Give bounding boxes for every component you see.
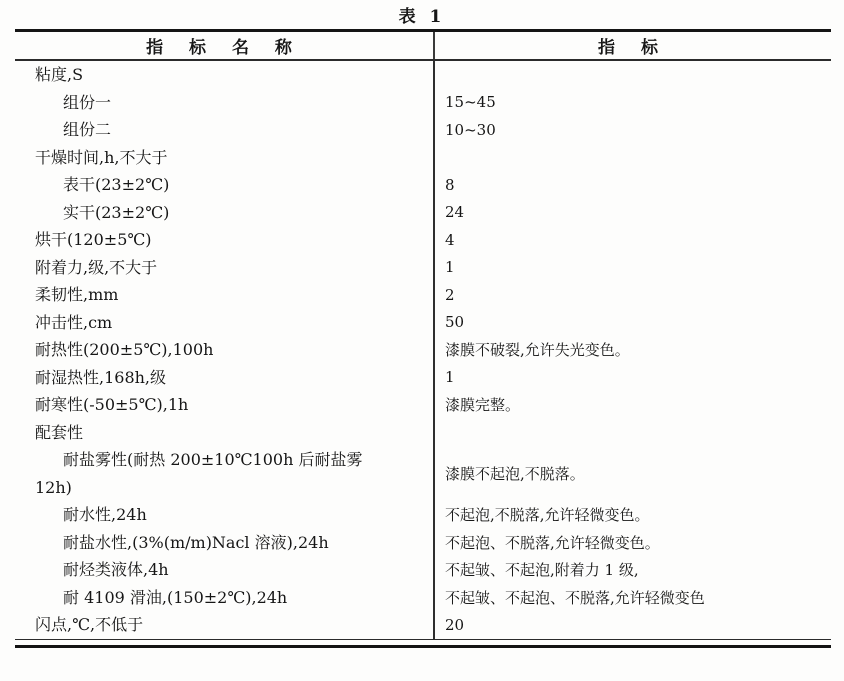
table-row [15,61,831,89]
indicator-value-cell: 漆膜不破裂,允许失光变色。 [433,336,831,364]
table-row [15,116,831,144]
indicator-name-cell: 耐湿热性,168h,级 [35,367,167,387]
indicator-name-cell: 耐水性,24h [63,505,147,524]
table-row [15,281,831,309]
indicator-value-cell: 10~30 [433,116,831,144]
table-header-row [15,32,831,61]
indicator-name-cell: 实干(23±2℃) [63,202,170,222]
indicator-name-cell: 干燥时间,h,不大于 [35,147,168,167]
indicator-value-cell: 漆膜不起泡,不脱落。 [433,446,831,501]
indicator-name-cell: 柔韧性,mm [35,285,119,304]
table-row [15,254,831,282]
table-row [15,501,831,529]
indicator-name-line: 12h) [35,477,72,497]
table-row [15,336,831,364]
indicator-value-cell: 2 [433,281,831,309]
indicator-value-cell [433,144,831,172]
spec-table [15,29,831,648]
table-body [15,61,831,639]
indicator-name-cell: 表干(23±2℃) [63,175,170,194]
indicator-value-cell: 1 [433,254,831,282]
table-caption: 表 1 [398,7,446,27]
table-row [15,89,831,117]
indicator-name-cell: 组份二 [63,120,112,139]
indicator-value-cell: 不起泡、不脱落,允许轻微变色。 [433,529,831,557]
table-row [15,364,831,392]
indicator-name-cell: 附着力,级,不大于 [35,257,158,277]
indicator-value-cell: 不起皱、不起泡,附着力 1 级, [433,556,831,584]
indicator-value-cell: 4 [433,226,831,254]
indicator-name-cell: 闪点,℃,不低于 [35,615,144,634]
indicator-value-cell: 20 [433,611,831,639]
table-row [15,144,831,172]
indicator-name-cell: 烘干(120±5℃) [35,230,152,249]
indicator-value-cell: 不起泡,不脱落,允许轻微变色。 [433,501,831,529]
indicator-name-cell: 组份一 [63,92,112,112]
indicator-value-cell: 8 [433,171,831,199]
table-row [15,309,831,337]
indicator-value-cell: 不起皱、不起泡、不脱落,允许轻微变色 [433,584,831,612]
table-row [15,391,831,419]
indicator-name-cell: 耐寒性(-50±5℃),1h [35,395,189,414]
indicator-value-cell: 50 [433,309,831,337]
indicator-name-cell: 耐烃类液体,4h [63,560,169,579]
table-row [15,584,831,612]
indicator-value-cell: 15~45 [433,89,831,117]
table-row [15,171,831,199]
indicator-name-cell: 粘度,S [35,65,84,84]
indicator-name-line: 耐盐雾性(耐热 200±10℃100h 后耐盐雾 [63,450,363,469]
header-indicator-value: 指 标 [433,32,831,59]
table-row [15,199,831,227]
table-row [15,611,831,639]
table-bottom-rule [15,639,831,648]
indicator-name-cell: 耐 4109 滑油,(150±2℃),24h [63,587,288,607]
table-row [15,556,831,584]
table-row [15,226,831,254]
indicator-name-cell [15,446,433,501]
indicator-value-cell: 漆膜完整。 [433,391,831,419]
indicator-value-cell: 1 [433,364,831,392]
table-row [15,529,831,557]
indicator-name-cell: 冲击性,cm [35,312,113,332]
indicator-value-cell: 24 [433,199,831,227]
indicator-name-cell: 耐盐水性,(3%(m/m)Nacl 溶液),24h [63,532,329,552]
indicator-name-cell: 耐热性(200±5℃),100h [35,340,214,359]
table-row [15,446,831,501]
indicator-value-cell [433,419,831,447]
table-row [15,419,831,447]
header-indicator-name: 指 标 名 称 [146,38,302,58]
indicator-value-cell [433,61,831,89]
indicator-name-cell: 配套性 [35,422,84,442]
